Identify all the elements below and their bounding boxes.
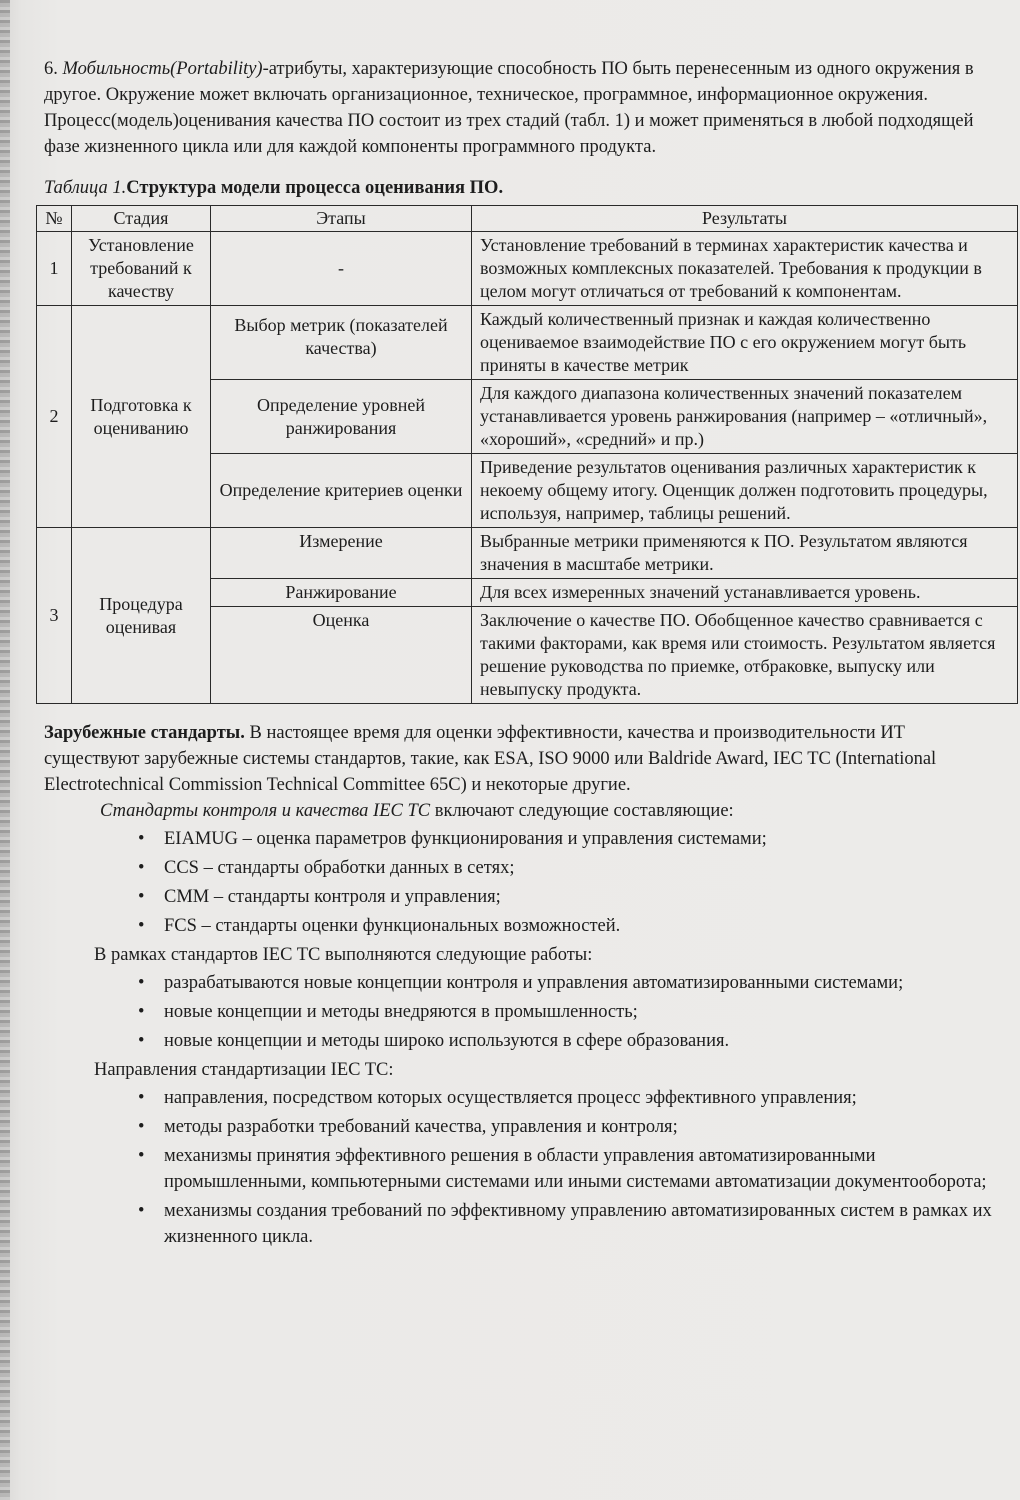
- standards-intro-text: В настоящее время для оценки эффективности, качества и производительности ИТ существуют зарубежные системы стандартов, такие, как ESA, ISO 9000 или Baldride Award, IEC TC (International Electrotechnical Commission Technical Committee 65C) и некоторые другие.: [44, 723, 937, 795]
- row-stage: Установление требований к качеству: [72, 232, 211, 306]
- item-number: 6.: [44, 59, 63, 79]
- row-step: Измерение: [211, 528, 472, 579]
- row-result: Выбранные метрики применяются к ПО. Результатом являются значения в масштабе метрики.: [472, 528, 1018, 579]
- foreign-standards-section: [44, 720, 994, 1250]
- row-number: 1: [37, 232, 72, 306]
- row-stage: Процедура оценивая: [72, 528, 211, 704]
- portability-term: Мобильность(Portability): [62, 59, 263, 79]
- row-result: Заключение о качестве ПО. Обобщенное качество сравнивается с такими факторами, как время или стоимость. Результатом является решение руководства по приемке, отбраковке, выпуску или невыпуску продукта.: [472, 607, 1018, 704]
- header-results: Результаты: [472, 206, 1018, 232]
- list-item: • FCS – стандарты оценки функциональных возможностей.: [164, 913, 994, 939]
- list-item: • CCS – стандарты обработки данных в сетях;: [164, 855, 994, 881]
- table-row: [37, 528, 1018, 579]
- list-item: • механизмы создания требований по эффективному управлению автоматизированных систем в рамках их жизненного цикла.: [164, 1198, 994, 1250]
- list-item: • разрабатываются новые концепции контроля и управления автоматизированными системами;: [164, 970, 994, 996]
- row-step: Определение уровней ранжирования: [211, 380, 472, 454]
- components-lead: [44, 798, 994, 824]
- list-item: • CMM – стандарты контроля и управления;: [164, 884, 994, 910]
- row-result: Приведение результатов оценивания различных характеристик к некоему общему итогу. Оценщик должен подготовить процедуры, используя, например, таблицы решений.: [472, 454, 1018, 528]
- row-step: -: [211, 232, 472, 306]
- row-stage: Подготовка к оцениванию: [72, 306, 211, 528]
- header-number: №: [37, 206, 72, 232]
- table-caption-prefix: Таблица 1.: [44, 178, 127, 198]
- works-lead: В рамках стандартов IEC TC выполняются следующие работы:: [94, 945, 593, 965]
- table-row: [37, 232, 1018, 306]
- table-caption-title: Структура модели процесса оценивания ПО.: [126, 178, 504, 198]
- standards-heading: Зарубежные стандарты.: [44, 723, 245, 743]
- standards-intro-paragraph: [44, 720, 994, 798]
- row-number: 2: [37, 306, 72, 528]
- row-result: Каждый количественный признак и каждая количественно оцениваемое взаимодействие ПО с его окружением могут быть приняты в качестве метрик: [472, 306, 1018, 380]
- works-list: [44, 970, 994, 1054]
- components-lead-rest: включают следующие составляющие:: [430, 801, 734, 821]
- header-stage: Стадия: [72, 206, 211, 232]
- directions-lead: Направления стандартизации IEC TC:: [94, 1060, 394, 1080]
- evaluation-process-table: [36, 205, 1018, 704]
- header-steps: Этапы: [211, 206, 472, 232]
- row-step: Ранжирование: [211, 579, 472, 607]
- list-item: • новые концепции и методы внедряются в промышленность;: [164, 999, 994, 1025]
- table-caption: [44, 178, 994, 199]
- document-body: [44, 56, 994, 1253]
- row-result: Установление требований в терминах характеристик качества и возможных комплексных показателей. Требования к продукции в целом могут отличаться от требований к компонентам.: [472, 232, 1018, 306]
- components-lead-italic: Стандарты контроля и качества IEC TC: [100, 801, 431, 821]
- list-item: • направления, посредством которых осуществляется процесс эффективного управления;: [164, 1085, 994, 1111]
- row-step: Выбор метрик (показателей качества): [211, 306, 472, 380]
- row-result: Для всех измеренных значений устанавливается уровень.: [472, 579, 1018, 607]
- table-row: [37, 306, 1018, 380]
- list-item: • новые концепции и методы широко используются в сфере образования.: [164, 1028, 994, 1054]
- row-step: Оценка: [211, 607, 472, 704]
- process-paragraph: Процесс(модель)оценивания качества ПО состоит из трех стадий (табл. 1) и может применяться в любой подходящей фазе жизненного цикла или для каждой компоненты программного продукта.: [44, 111, 974, 157]
- components-list: [44, 826, 994, 939]
- list-item: • EIAMUG – оценка параметров функционирования и управления системами;: [164, 826, 994, 852]
- portability-definition: -атрибуты, характеризующие способность ПО быть перенесенным из одного окружения в другое. Окружение может включать организационное, техническое, программное, информационное окружения.: [44, 59, 974, 105]
- row-step: Определение критериев оценки: [211, 454, 472, 528]
- table-header-row: [37, 206, 1018, 232]
- row-result: Для каждого диапазона количественных значений показателем устанавливается уровень ранжирования (например – «отличный», «хороший», «средний» и пр.): [472, 380, 1018, 454]
- list-item: • механизмы принятия эффективного решения в области управления автоматизированными промышленными, компьютерными системами или иными системами автоматизации документооборота;: [164, 1143, 994, 1195]
- scan-edge-artifact: [0, 0, 10, 1500]
- portability-paragraph: [44, 56, 994, 108]
- directions-list: [44, 1085, 994, 1250]
- row-number: 3: [37, 528, 72, 704]
- list-item: • методы разработки требований качества, управления и контроля;: [164, 1114, 994, 1140]
